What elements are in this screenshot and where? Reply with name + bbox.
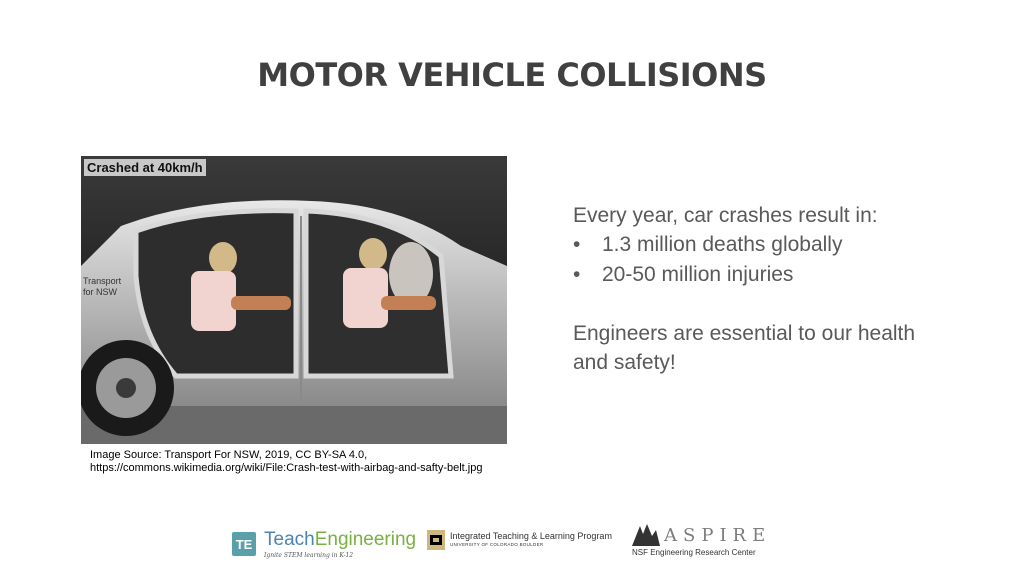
- aspire-logo: [632, 524, 771, 557]
- bullet-text: 20-50 million injuries: [602, 262, 794, 286]
- bullet-dot: •: [573, 262, 581, 286]
- te-tagline: Ignite STEM learning in K-12: [264, 552, 354, 559]
- door-text-1: Transport: [83, 276, 122, 286]
- itl-logo: [427, 530, 612, 550]
- crash-test-photo: [81, 156, 507, 444]
- photo-label: Crashed at 40km/h: [84, 159, 206, 176]
- te-part-2: Engineering: [314, 529, 417, 550]
- body-text: [573, 201, 953, 377]
- aspire-subtitle: NSF Engineering Research Center: [632, 548, 756, 557]
- bullet-dot: •: [573, 233, 581, 257]
- caption-line-2: https://commons.wikimedia.org/wiki/File:Crash-test-with-airbag-and-safty-belt.jpg: [90, 462, 483, 474]
- aspire-peaks-icon: [632, 524, 660, 546]
- spacer: [573, 289, 953, 318]
- crash-test-illustration: [81, 156, 507, 444]
- bullet-item: [573, 260, 953, 289]
- slide-title: MOTOR VEHICLE COLLISIONS: [257, 56, 767, 94]
- teachengineering-logo: [232, 530, 416, 559]
- te-part-1: Teach: [264, 529, 315, 550]
- bullet-text: 1.3 million deaths globally: [602, 233, 843, 257]
- closing-line-2: and safety!: [573, 351, 676, 375]
- intro-line: Every year, car crashes result in:: [573, 204, 878, 227]
- footer-logos: [0, 520, 1024, 570]
- itl-name: Integrated Teaching & Learning Program: [450, 531, 612, 541]
- aspire-wordmark: ASPIRE: [664, 525, 772, 546]
- caption-line-1: Image Source: Transport For NSW, 2019, CC BY-SA 4.0,: [90, 449, 368, 461]
- te-wordmark: [264, 530, 416, 550]
- cu-buffalo-icon: [427, 530, 445, 550]
- door-text-2: for NSW: [83, 287, 118, 297]
- te-box-icon: TE: [232, 532, 256, 556]
- bullet-item: [573, 230, 953, 259]
- closing-line-1: Engineers are essential to our health: [573, 321, 916, 345]
- image-source-caption: [90, 449, 482, 475]
- itl-subtitle: UNIVERSITY OF COLORADO BOULDER: [450, 542, 544, 547]
